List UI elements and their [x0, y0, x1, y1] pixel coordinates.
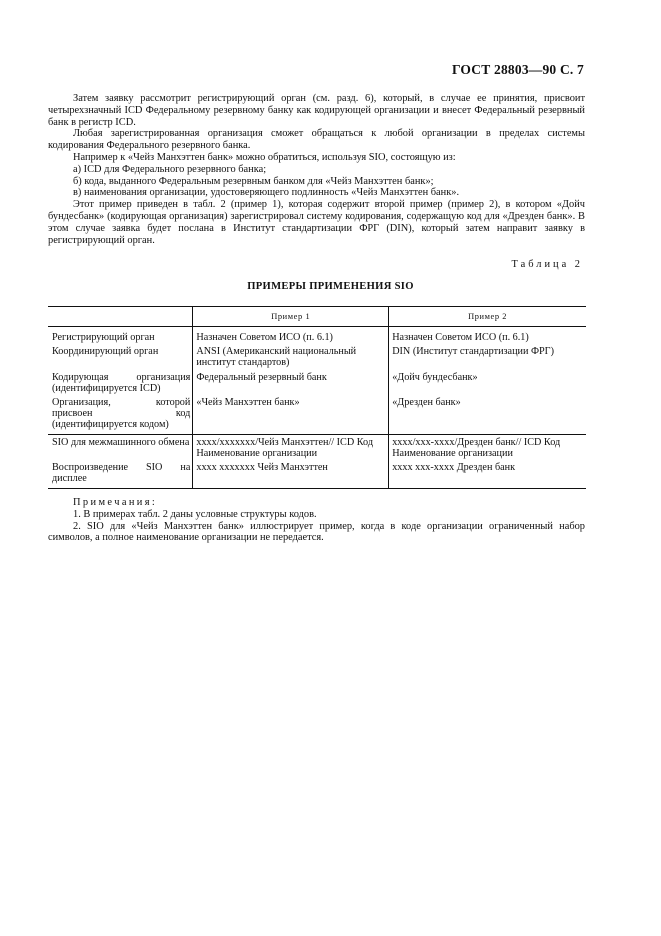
- row-label: SIO для межмашинного обмена: [52, 436, 190, 448]
- row-label: Кодирующая организация (идентифицируется ICD): [52, 371, 191, 394]
- table-row: [48, 327, 586, 347]
- table-row: [48, 346, 586, 371]
- table-title: ПРИМЕРЫ ПРИМЕНЕНИЯ SIO: [247, 281, 414, 292]
- paragraph: Этот пример приведен в табл. 2 (пример 1), которая содержит второй пример (пример 2), в котором «Дойч бундесбанк» (кодирующая организация) зарегистрировал систему кодирования, содержащую код для «Дрезден банк». В этом случае заявка будет послана в Институт стандартизации ФРГ (DIN), который затем направит заявку в регистрирующий орган.: [48, 199, 585, 246]
- cell-example-1: ANSI (Американский национальный институт стандартов): [193, 346, 389, 371]
- list-item: в) наименования организации, удостоверяющего подлинность «Чейз Манхэттен банк».: [73, 187, 460, 199]
- sio-examples-table: [48, 306, 586, 489]
- cell-example-2: xxxx/xxx-xxxx/Дрезден банк// ICD Код Наименование организации: [389, 434, 586, 462]
- cell-example-2: xxxx xxx-xxxx Дрезден банк: [389, 462, 586, 489]
- table-row: [48, 434, 586, 462]
- notes-title: Примечания:: [73, 497, 158, 508]
- cell-example-1: xxxx/xxxxxxx/Чейз Манхэттен// ICD Код Наименование организации: [193, 434, 389, 462]
- row-label: Регистрирующий орган: [52, 332, 155, 343]
- column-header-empty: [48, 307, 193, 327]
- row-label: Координирующий орган: [52, 346, 159, 358]
- cell-example-1: Назначен Советом ИСО (п. 6.1): [193, 327, 389, 347]
- list-item: а) ICD для Федерального резервного банка;: [73, 163, 267, 175]
- cell-example-2: «Дрезден банк»: [389, 397, 586, 434]
- table-row: [48, 397, 586, 434]
- paragraph: Любая зарегистрированная организация сможет обращаться к любой организации в пределах системы кодирования Федерального резервного банка.: [48, 128, 585, 152]
- page-header: ГОСТ 28803—90 С. 7: [451, 62, 584, 77]
- paragraph: Затем заявку рассмотрит регистрирующий орган (см. разд. 6), который, в случае ее принятия, присвоит четырехзначный ICD Федеральному резервному банку как кодирующей организации и внесет Федеральный резервный банк в регистр ICD.: [48, 93, 585, 128]
- cell-example-1: «Чейз Манхэттен банк»: [193, 397, 389, 434]
- cell-example-1: xxxx xxxxxxx Чейз Манхэттен: [193, 462, 389, 489]
- table-row: [48, 462, 586, 489]
- row-label: Воспроизведение SIO на дисплее: [48, 462, 193, 489]
- note-item: 2. SIO для «Чейз Манхэттен банк» иллюстрирует пример, когда в коде организации ограниченный набор символов, а полное наименование организации не передается.: [48, 520, 585, 544]
- cell-example-2: «Дойч бундесбанк»: [389, 372, 586, 397]
- cell-example-2: DIN (Институт стандартизации ФРГ): [389, 346, 586, 371]
- column-header-example-1: Пример 1: [193, 307, 389, 327]
- cell-example-1: Федеральный резервный банк: [193, 372, 389, 397]
- table-row: [48, 372, 586, 397]
- table-label: Таблица 2: [511, 259, 583, 270]
- paragraph: Например к «Чейз Манхэттен банк» можно обратиться, используя SIO, состоящую из:: [73, 151, 456, 163]
- body-text: [48, 93, 585, 246]
- row-label: Организация, которой присвоен код (идентифицируется кодом): [48, 397, 193, 434]
- column-header-example-2: Пример 2: [389, 307, 586, 327]
- list-item: б) кода, выданного Федеральным резервным банком для «Чейз Манхэттен банк»;: [73, 175, 434, 187]
- table-header-row: [48, 307, 586, 327]
- notes: [48, 497, 585, 544]
- cell-example-2: Назначен Советом ИСО (п. 6.1): [389, 327, 586, 347]
- note-item: 1. В примерах табл. 2 даны условные структуры кодов.: [73, 508, 317, 520]
